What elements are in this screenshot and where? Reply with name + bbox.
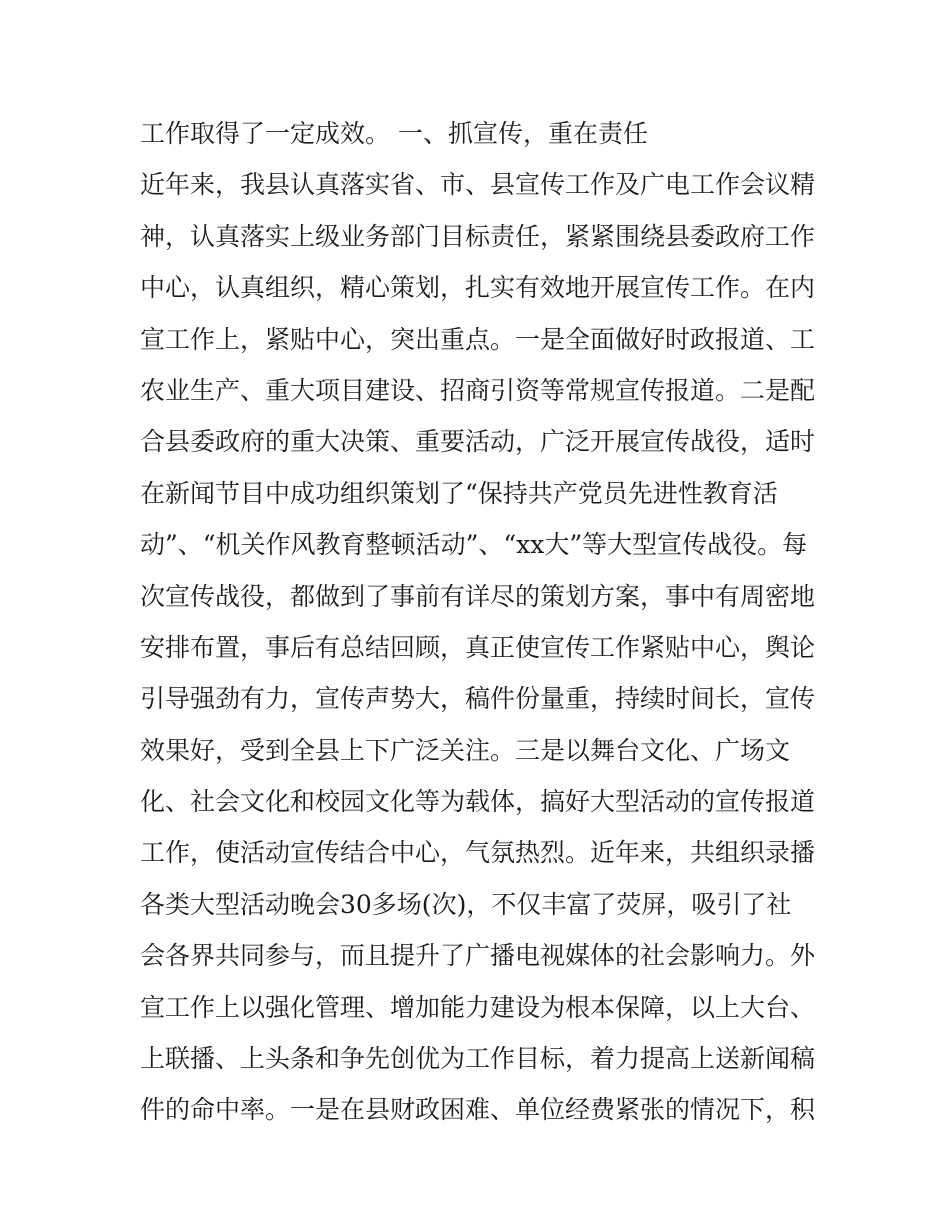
text-line: 件的命中率。一是在县财政困难、单位经费紧张的情况下，积 (140, 1095, 816, 1125)
text-line: 上联播、上头条和争先创优为工作目标，着力提高上送新闻稿 (140, 1044, 816, 1074)
text-line: 安排布置，事后有总结回顾，真正使宣传工作紧贴中心，舆论 (140, 632, 816, 662)
text-line: 宣工作上以强化管理、增加能力建设为根本保障，以上大台、 (140, 992, 816, 1022)
text-line: 工作取得了一定成效。 一、抓宣传，重在责任 (140, 119, 648, 148)
text-line: 神，认真落实上级业务部门目标责任，紧紧围绕县委政府工作 (140, 221, 816, 251)
text-line: 在新闻节目中成功组织策划了“保持共产党员先进性教育活 (140, 478, 778, 508)
text-line: 化、社会文化和校园文化等为载体，搞好大型活动的宣传报道 (140, 787, 816, 817)
text-line: 中心，认真组织，精心策划，扎实有效地开展宣传工作。在内 (140, 273, 816, 303)
text-line: 引导强劲有力，宣传声势大，稿件份量重，持续时间长，宣传 (140, 684, 816, 714)
text-line: 合县委政府的重大决策、重要活动，广泛开展宣传战役，适时 (140, 427, 816, 457)
text-line: 效果好，受到全县上下广泛关注。三是以舞台文化、广场文 (140, 735, 791, 765)
text-line: 各类大型活动晚会30多场(次)，不仅丰富了荧屏，吸引了社 (140, 889, 792, 919)
text-line: 会各界共同参与，而且提升了广播电视媒体的社会影响力。外 (140, 941, 816, 971)
body-text (140, 108, 820, 1136)
text-line: 宣工作上，紧贴中心，突出重点。一是全面做好时政报道、工 (140, 324, 816, 354)
text-line: 农业生产、重大项目建设、招商引资等常规宣传报道。二是配 (140, 375, 816, 405)
text-line: 近年来，我县认真落实省、市、县宣传工作及广电工作会议精 (140, 170, 816, 200)
text-line: 次宣传战役，都做到了事前有详尽的策划方案，事中有周密地 (140, 581, 816, 611)
text-line: 工作，使活动宣传结合中心，气氛热烈。近年来，共组织录播 (140, 838, 816, 868)
text-line: 动”、“机关作风教育整顿活动”、“xx大”等大型宣传战役。每 (140, 530, 808, 560)
